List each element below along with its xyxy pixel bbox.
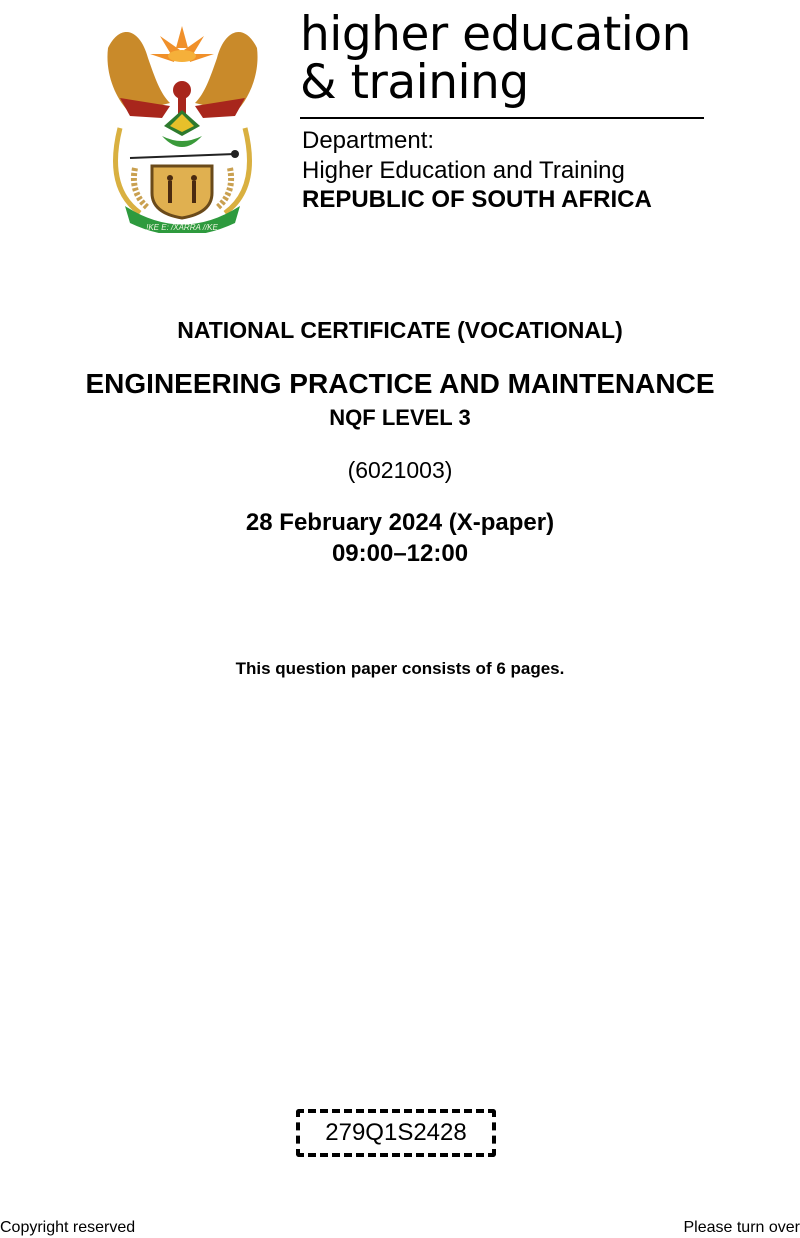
paper-code-box: 279Q1S2428 [296,1109,496,1157]
right-wing [195,32,258,113]
footer-turn-over: Please turn over [683,1219,800,1236]
exam-time: 09:00–12:00 [331,540,469,567]
footer-copyright: Copyright reserved [0,1219,136,1236]
coat-of-arms-logo [100,18,265,233]
department-label: Department: [302,127,435,154]
country-name: REPUBLIC OF SOUTH AFRICA [302,186,652,213]
brand-line-1: higher education [300,7,691,62]
sun-icon [150,26,214,62]
exam-date: 28 February 2024 (X-paper) [245,509,555,536]
left-wing [107,32,170,113]
subject-title: ENGINEERING PRACTICE AND MAINTENANCE [85,368,715,399]
brand-divider [300,117,704,119]
certificate-title: NATIONAL CERTIFICATE (VOCATIONAL) [177,317,623,343]
department-name: Higher Education and Training [302,157,625,184]
shield [152,166,212,218]
nqf-level: NQF LEVEL 3 [329,405,471,430]
coat-of-arms-motto: !KE E: /XARRA //KE [146,223,218,232]
pages-note: This question paper consists of 6 pages. [235,659,565,678]
subject-code: (6021003) [347,457,453,483]
brand-line-2: & training [300,55,529,110]
